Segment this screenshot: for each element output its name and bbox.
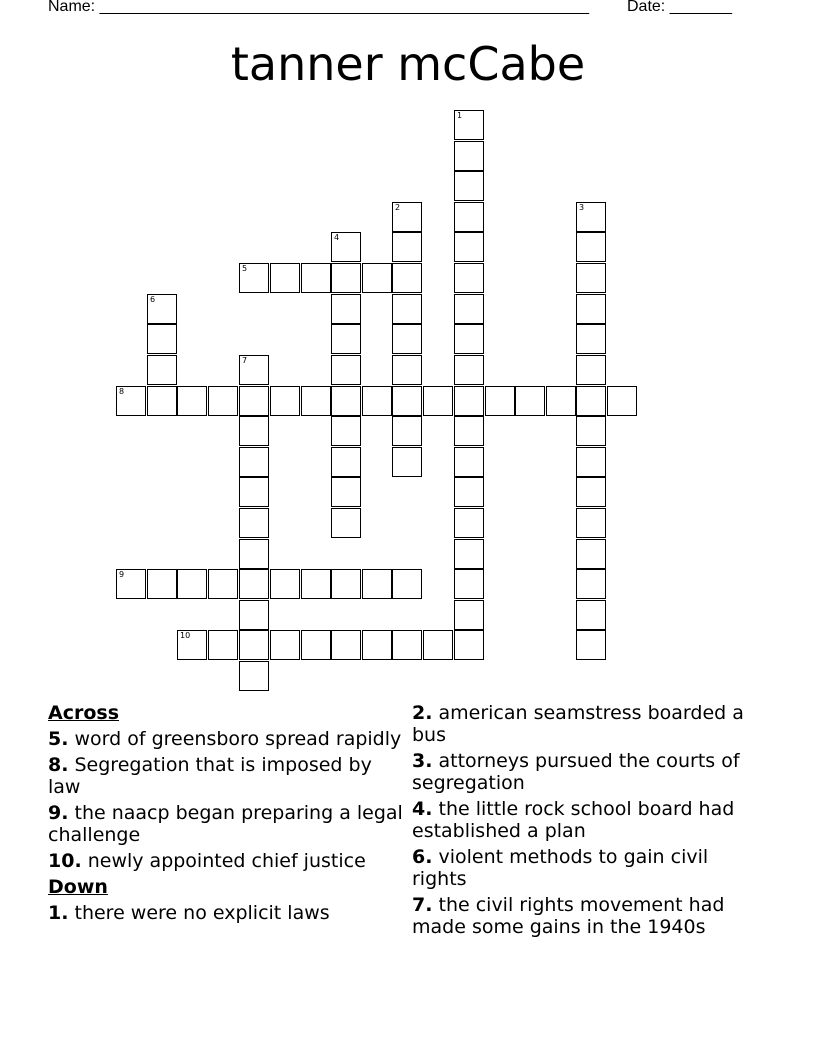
clue-text: newly appointed chief justice — [81, 850, 366, 872]
clue-text: the naacp began preparing a legal challenge — [48, 802, 403, 846]
grid-cell[interactable] — [392, 263, 422, 293]
grid-cell[interactable] — [454, 324, 484, 354]
clue-number: 3. — [412, 750, 433, 772]
cell-number: 8 — [119, 387, 125, 396]
grid-cell[interactable] — [239, 477, 269, 507]
grid-cell[interactable] — [147, 294, 177, 324]
grid-cell[interactable] — [576, 232, 606, 262]
clue-number: 4. — [412, 798, 433, 820]
grid-cell[interactable] — [239, 539, 269, 569]
grid-cell[interactable] — [116, 569, 146, 599]
grid-cell[interactable] — [454, 447, 484, 477]
grid-cell[interactable] — [392, 569, 422, 599]
down-heading: Down — [48, 876, 108, 898]
grid-cell[interactable] — [454, 110, 484, 140]
grid-cell[interactable] — [147, 355, 177, 385]
grid-cell[interactable] — [331, 294, 361, 324]
grid-cell[interactable] — [301, 630, 331, 660]
grid-cell[interactable] — [208, 386, 238, 416]
grid-cell[interactable] — [392, 416, 422, 446]
grid-cell[interactable] — [576, 569, 606, 599]
grid-cell[interactable] — [515, 386, 545, 416]
grid-cell[interactable] — [454, 263, 484, 293]
clue-number: 10. — [48, 850, 82, 872]
across-heading: Across — [48, 702, 120, 724]
clue-down-2 — [412, 702, 762, 746]
cell-number: 10 — [180, 631, 191, 640]
clue-number: 2. — [412, 702, 433, 724]
grid-cell[interactable] — [331, 416, 361, 446]
grid-cell[interactable] — [454, 539, 484, 569]
grid-cell[interactable] — [270, 569, 300, 599]
grid-cell[interactable] — [239, 630, 269, 660]
clue-text: Segregation that is imposed by law — [48, 754, 372, 798]
grid-cell[interactable] — [239, 600, 269, 630]
clue-text: attorneys pursued the courts of segregation — [412, 750, 740, 794]
cell-number: 2 — [395, 203, 401, 212]
grid-cell[interactable] — [392, 630, 422, 660]
grid-cell[interactable] — [239, 569, 269, 599]
grid-cell[interactable] — [331, 569, 361, 599]
grid-cell[interactable] — [454, 232, 484, 262]
grid-cell[interactable] — [177, 630, 207, 660]
cell-number: 4 — [334, 233, 340, 242]
grid-cell[interactable] — [239, 386, 269, 416]
grid-cell[interactable] — [239, 661, 269, 691]
grid-cell[interactable] — [454, 600, 484, 630]
grid-cell[interactable] — [331, 630, 361, 660]
clue-text: violent methods to gain civil rights — [412, 846, 709, 890]
clue-down-7 — [412, 894, 762, 938]
grid-cell[interactable] — [454, 386, 484, 416]
grid-cell[interactable] — [147, 324, 177, 354]
cell-number: 6 — [150, 295, 156, 304]
grid-cell[interactable] — [454, 355, 484, 385]
grid-cell[interactable] — [576, 630, 606, 660]
cell-number: 1 — [457, 111, 463, 120]
grid-cell[interactable] — [576, 324, 606, 354]
clues-left-column — [48, 702, 403, 928]
grid-cell[interactable] — [239, 508, 269, 538]
grid-cell[interactable] — [177, 569, 207, 599]
name-field[interactable]: Name: _______________________________________________________ — [48, 0, 589, 15]
grid-cell[interactable] — [301, 569, 331, 599]
grid-cell[interactable] — [239, 263, 269, 293]
grid-cell[interactable] — [576, 263, 606, 293]
grid-cell[interactable] — [392, 232, 422, 262]
grid-cell[interactable] — [147, 386, 177, 416]
cell-number: 9 — [119, 570, 125, 579]
grid-cell[interactable] — [576, 294, 606, 324]
grid-cell[interactable] — [454, 171, 484, 201]
grid-cell[interactable] — [331, 232, 361, 262]
grid-cell[interactable] — [576, 600, 606, 630]
grid-cell[interactable] — [270, 386, 300, 416]
grid-cell[interactable] — [362, 630, 392, 660]
clue-text: word of greensboro spread rapidly — [68, 728, 402, 750]
grid-cell[interactable] — [301, 263, 331, 293]
grid-cell[interactable] — [331, 324, 361, 354]
grid-cell[interactable] — [208, 569, 238, 599]
cell-number: 5 — [242, 264, 248, 273]
clue-across-8 — [48, 754, 403, 798]
grid-cell[interactable] — [208, 630, 238, 660]
clue-down-3 — [412, 750, 762, 794]
grid-cell[interactable] — [454, 630, 484, 660]
grid-cell[interactable] — [423, 630, 453, 660]
clue-across-9 — [48, 802, 403, 846]
grid-cell[interactable] — [147, 569, 177, 599]
grid-cell[interactable] — [576, 416, 606, 446]
grid-cell[interactable] — [239, 447, 269, 477]
grid-cell[interactable] — [392, 324, 422, 354]
grid-cell[interactable] — [423, 386, 453, 416]
grid-cell[interactable] — [454, 508, 484, 538]
grid-cell[interactable] — [362, 569, 392, 599]
page-title: tanner mcCabe — [230, 37, 586, 91]
grid-cell[interactable] — [116, 386, 146, 416]
clues-right-column — [412, 702, 762, 942]
clue-text: the little rock school board had established a plan — [412, 798, 735, 842]
grid-cell[interactable] — [392, 202, 422, 232]
cell-number: 7 — [242, 356, 248, 365]
clue-number: 6. — [412, 846, 433, 868]
grid-cell[interactable] — [607, 386, 637, 416]
grid-cell[interactable] — [392, 294, 422, 324]
clue-text: there were no explicit laws — [68, 902, 330, 924]
clue-text: the civil rights movement had made some gains in the 1940s — [412, 894, 725, 938]
grid-cell[interactable] — [392, 386, 422, 416]
clue-number: 1. — [48, 902, 69, 924]
grid-cell[interactable] — [331, 355, 361, 385]
grid-cell[interactable] — [392, 447, 422, 477]
clue-number: 8. — [48, 754, 69, 776]
grid-cell[interactable] — [331, 508, 361, 538]
grid-cell[interactable] — [331, 263, 361, 293]
grid-cell[interactable] — [576, 508, 606, 538]
grid-cell[interactable] — [301, 386, 331, 416]
grid-cell[interactable] — [576, 355, 606, 385]
clue-down-1 — [48, 902, 403, 924]
clue-down-6 — [412, 846, 762, 890]
clue-down-4 — [412, 798, 762, 842]
date-field[interactable]: Date: _______ — [627, 0, 732, 15]
grid-cell[interactable] — [392, 355, 422, 385]
grid-cell[interactable] — [576, 447, 606, 477]
grid-cell[interactable] — [362, 263, 392, 293]
grid-cell[interactable] — [454, 569, 484, 599]
grid-cell[interactable] — [331, 477, 361, 507]
grid-cell[interactable] — [576, 386, 606, 416]
grid-cell[interactable] — [454, 416, 484, 446]
clue-across-10 — [48, 850, 403, 872]
grid-cell[interactable] — [270, 630, 300, 660]
grid-cell[interactable] — [454, 477, 484, 507]
grid-cell[interactable] — [331, 447, 361, 477]
clue-number: 7. — [412, 894, 433, 916]
grid-cell[interactable] — [454, 202, 484, 232]
clue-number: 9. — [48, 802, 69, 824]
clue-across-5 — [48, 728, 403, 750]
grid-cell[interactable] — [546, 386, 576, 416]
grid-cell[interactable] — [485, 386, 515, 416]
grid-cell[interactable] — [576, 539, 606, 569]
grid-cell[interactable] — [454, 141, 484, 171]
grid-cell[interactable] — [270, 263, 300, 293]
clue-number: 5. — [48, 728, 69, 750]
grid-cell[interactable] — [177, 386, 207, 416]
grid-cell[interactable] — [362, 386, 392, 416]
cell-number: 3 — [579, 203, 585, 212]
grid-cell[interactable] — [331, 386, 361, 416]
grid-cell[interactable] — [239, 355, 269, 385]
clue-text: american seamstress boarded a bus — [412, 702, 744, 746]
grid-cell[interactable] — [454, 294, 484, 324]
grid-cell[interactable] — [576, 477, 606, 507]
grid-cell[interactable] — [239, 416, 269, 446]
grid-cell[interactable] — [576, 202, 606, 232]
